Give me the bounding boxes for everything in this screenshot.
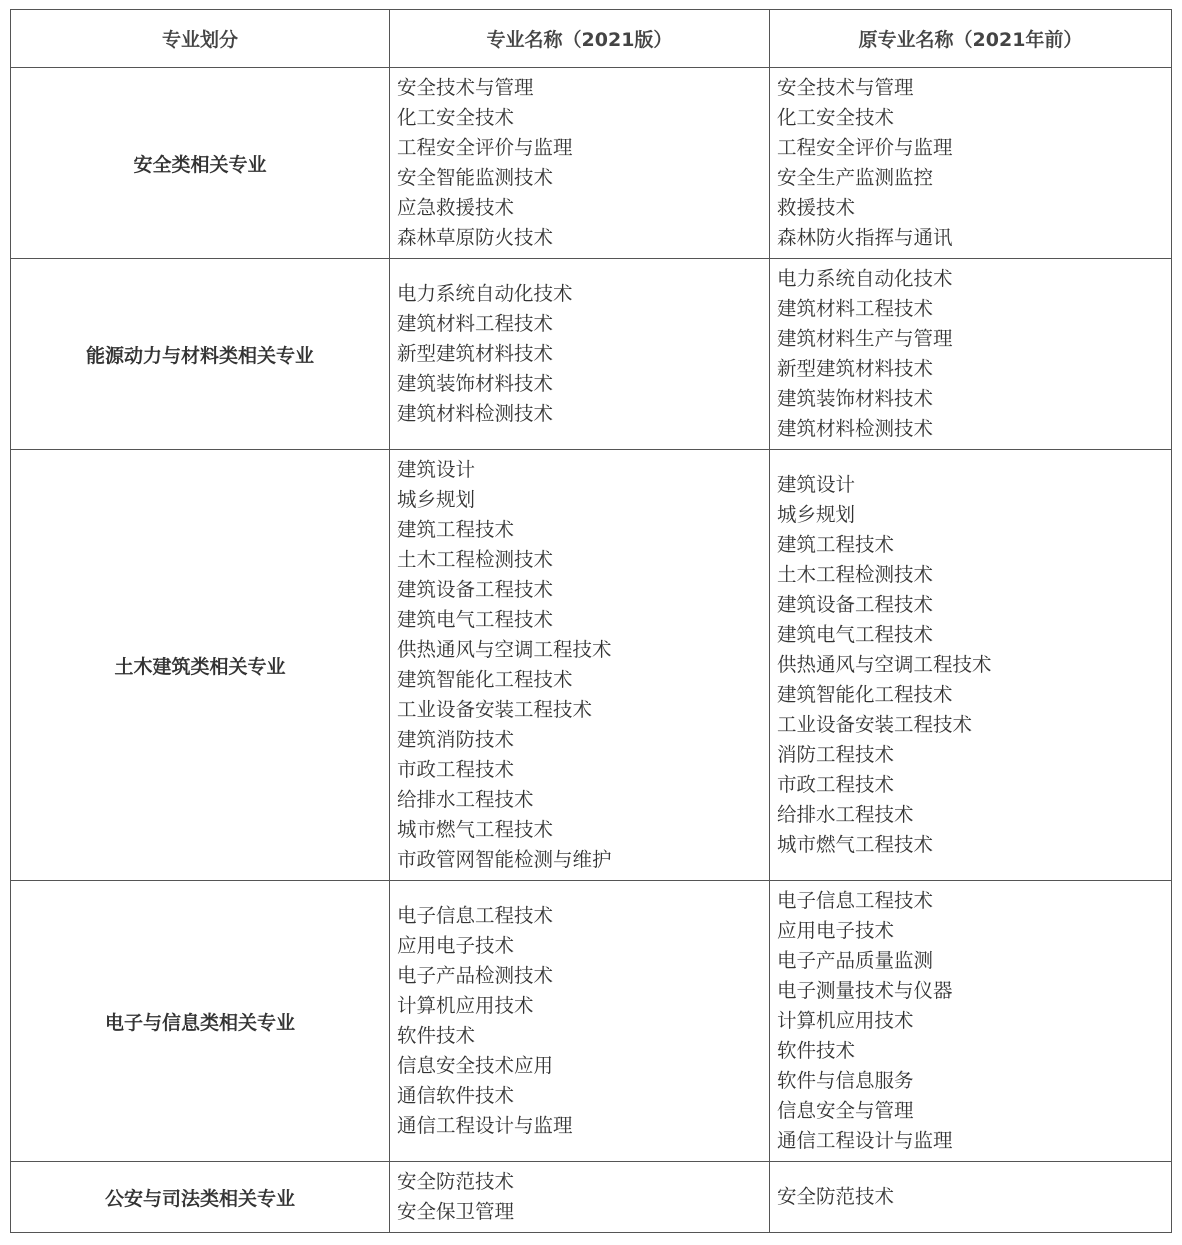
header-current-major: 专业名称（2021版） <box>390 10 770 68</box>
category-cell: 电子与信息类相关专业 <box>11 881 390 1162</box>
major-item: 电子产品检测技术 <box>397 964 554 987</box>
header-row <box>11 10 1172 68</box>
previous-major-cell <box>770 881 1172 1162</box>
major-item: 建筑设备工程技术 <box>777 593 934 616</box>
major-item: 消防工程技术 <box>777 743 895 766</box>
previous-major-list <box>777 1182 1164 1212</box>
major-item: 建筑材料检测技术 <box>397 402 554 425</box>
major-item: 安全防范技术 <box>397 1170 515 1193</box>
previous-major-cell <box>770 259 1172 450</box>
major-item: 通信工程设计与监理 <box>397 1114 573 1137</box>
major-item: 建筑材料检测技术 <box>777 417 934 440</box>
current-major-list <box>397 73 762 253</box>
major-item: 建筑设计 <box>397 458 476 481</box>
major-item: 安全智能监测技术 <box>397 166 554 189</box>
major-item: 安全保卫管理 <box>397 1200 515 1223</box>
major-item: 土木工程检测技术 <box>777 563 934 586</box>
major-item: 计算机应用技术 <box>397 994 534 1017</box>
major-item: 电子产品质量监测 <box>777 949 934 972</box>
major-item: 通信软件技术 <box>397 1084 515 1107</box>
header-previous-major: 原专业名称（2021年前） <box>770 10 1172 68</box>
major-item: 工业设备安装工程技术 <box>777 713 973 736</box>
major-item: 软件技术 <box>397 1024 476 1047</box>
major-item: 建筑智能化工程技术 <box>397 668 573 691</box>
major-item: 计算机应用技术 <box>777 1009 914 1032</box>
major-item: 建筑智能化工程技术 <box>777 683 953 706</box>
major-item: 软件技术 <box>777 1039 856 1062</box>
major-item: 森林草原防火技术 <box>397 226 554 249</box>
table-row <box>11 450 1172 881</box>
major-item: 城市燃气工程技术 <box>397 818 554 841</box>
current-major-list <box>397 1167 762 1227</box>
major-item: 工程安全评价与监理 <box>777 136 953 159</box>
major-item: 建筑电气工程技术 <box>397 608 554 631</box>
major-item: 电子信息工程技术 <box>397 904 554 927</box>
major-item: 土木工程检测技术 <box>397 548 554 571</box>
current-major-list <box>397 279 762 429</box>
table-body <box>11 68 1172 1233</box>
current-major-list <box>397 455 762 875</box>
current-major-list <box>397 901 762 1141</box>
major-item: 电子信息工程技术 <box>777 889 934 912</box>
previous-major-list <box>777 470 1164 860</box>
major-item: 给排水工程技术 <box>777 803 914 826</box>
major-item: 应用电子技术 <box>397 934 515 957</box>
major-item: 新型建筑材料技术 <box>397 342 554 365</box>
major-item: 电力系统自动化技术 <box>397 282 573 305</box>
category-cell: 土木建筑类相关专业 <box>11 450 390 881</box>
major-item: 市政工程技术 <box>777 773 895 796</box>
major-item: 建筑材料工程技术 <box>397 312 554 335</box>
major-item: 化工安全技术 <box>397 106 515 129</box>
major-item: 建筑设计 <box>777 473 856 496</box>
major-item: 建筑材料生产与管理 <box>777 327 953 350</box>
major-item: 安全防范技术 <box>777 1185 895 1208</box>
major-item: 供热通风与空调工程技术 <box>777 653 992 676</box>
major-item: 建筑材料工程技术 <box>777 297 934 320</box>
major-item: 软件与信息服务 <box>777 1069 914 1092</box>
table-row <box>11 881 1172 1162</box>
major-item: 城乡规划 <box>397 488 476 511</box>
major-item: 安全生产监测监控 <box>777 166 934 189</box>
previous-major-cell <box>770 1162 1172 1233</box>
major-item: 工程安全评价与监理 <box>397 136 573 159</box>
major-item: 应急救援技术 <box>397 196 515 219</box>
major-item: 城乡规划 <box>777 503 856 526</box>
major-item: 电子测量技术与仪器 <box>777 979 953 1002</box>
major-item: 信息安全技术应用 <box>397 1054 554 1077</box>
major-item: 森林防火指挥与通讯 <box>777 226 953 249</box>
major-item: 新型建筑材料技术 <box>777 357 934 380</box>
major-item: 信息安全与管理 <box>777 1099 914 1122</box>
header-category: 专业划分 <box>11 10 390 68</box>
major-item: 给排水工程技术 <box>397 788 534 811</box>
current-major-cell <box>390 1162 770 1233</box>
major-item: 建筑工程技术 <box>397 518 515 541</box>
table-row <box>11 68 1172 259</box>
table-row <box>11 259 1172 450</box>
category-cell: 能源动力与材料类相关专业 <box>11 259 390 450</box>
current-major-cell <box>390 881 770 1162</box>
previous-major-cell <box>770 450 1172 881</box>
major-item: 供热通风与空调工程技术 <box>397 638 612 661</box>
previous-major-list <box>777 73 1164 253</box>
major-item: 市政工程技术 <box>397 758 515 781</box>
category-cell: 安全类相关专业 <box>11 68 390 259</box>
major-item: 建筑装饰材料技术 <box>397 372 554 395</box>
category-cell: 公安与司法类相关专业 <box>11 1162 390 1233</box>
major-item: 城市燃气工程技术 <box>777 833 934 856</box>
major-item: 市政管网智能检测与维护 <box>397 848 612 871</box>
previous-major-cell <box>770 68 1172 259</box>
current-major-cell <box>390 450 770 881</box>
major-item: 建筑装饰材料技术 <box>777 387 934 410</box>
previous-major-list <box>777 886 1164 1156</box>
major-item: 工业设备安装工程技术 <box>397 698 593 721</box>
major-item: 通信工程设计与监理 <box>777 1129 953 1152</box>
majors-table-wrapper <box>10 9 1172 1233</box>
major-item: 安全技术与管理 <box>397 76 534 99</box>
current-major-cell <box>390 259 770 450</box>
major-item: 建筑设备工程技术 <box>397 578 554 601</box>
major-item: 建筑工程技术 <box>777 533 895 556</box>
major-item: 安全技术与管理 <box>777 76 914 99</box>
table-row <box>11 1162 1172 1233</box>
major-item: 化工安全技术 <box>777 106 895 129</box>
major-item: 建筑消防技术 <box>397 728 515 751</box>
current-major-cell <box>390 68 770 259</box>
major-item: 救援技术 <box>777 196 856 219</box>
previous-major-list <box>777 264 1164 444</box>
majors-comparison-table <box>10 9 1172 1233</box>
major-item: 电力系统自动化技术 <box>777 267 953 290</box>
major-item: 建筑电气工程技术 <box>777 623 934 646</box>
major-item: 应用电子技术 <box>777 919 895 942</box>
